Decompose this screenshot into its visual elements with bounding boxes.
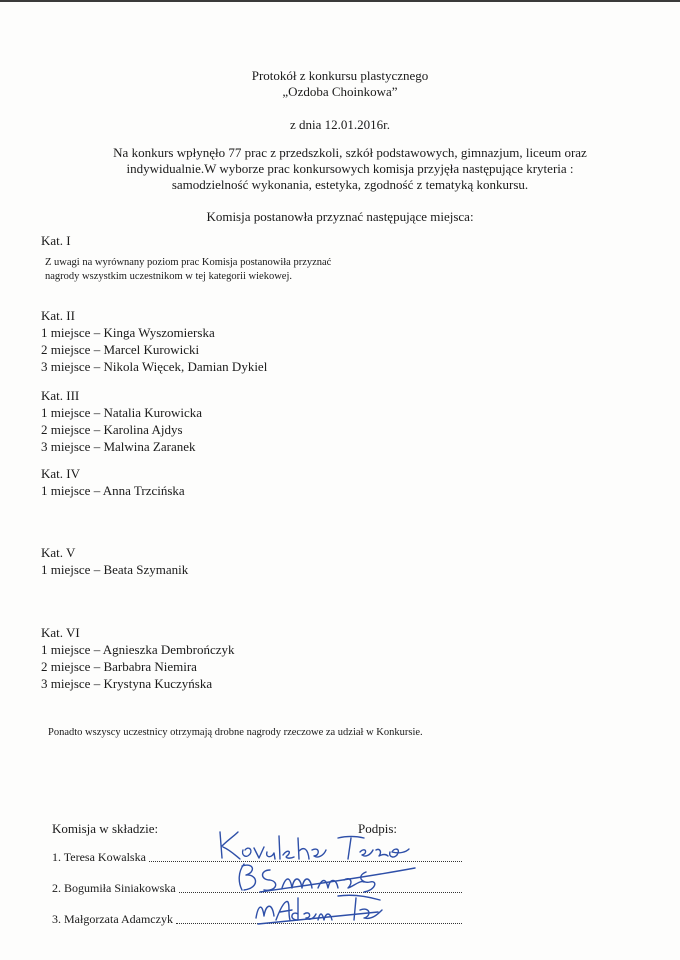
doc-date: z dnia 12.01.2016r. — [289, 117, 390, 132]
list-item: 1 miejsce – Kinga Wyszomierska — [41, 325, 215, 340]
kat3-section — [41, 387, 202, 455]
intro-line: samodzielność wykonania, estetyka, zgodność z tematyką konkursu. — [171, 177, 529, 192]
list-item: 1 miejsce – Beata Szymanik — [41, 562, 189, 577]
list-item: 1 miejsce – Anna Trzcińska — [41, 483, 185, 498]
list-item: 1 miejsce – Natalia Kurowicka — [41, 405, 202, 420]
list-item: 2 miejsce – Karolina Ajdys — [41, 422, 183, 437]
kat4-section — [41, 465, 185, 499]
kat1-label: Kat. I — [41, 233, 71, 248]
kat5-section — [41, 544, 188, 578]
intro-line: indywidualnie.W wyborze prac konkursowych komisja przyjęła następujące kryteria : — [126, 161, 574, 176]
list-item: 1 miejsce – Agnieszka Dembrończyk — [41, 642, 235, 657]
top-border-line — [0, 0, 680, 2]
intro-line: Na konkurs wpłynęło 77 prac z przedszkoli, szkół podstawowych, gimnazjum, liceum oraz — [113, 145, 587, 160]
extra-note: Ponadto wszyscy uczestnicy otrzymają drobne nagrody rzeczowe za udział w Konkursie. — [48, 727, 423, 738]
member-name: 1. Teresa Kowalska — [52, 850, 146, 864]
kat1-note — [45, 256, 405, 284]
list-item: 2 miejsce – Marcel Kurowicki — [41, 342, 200, 357]
list-item: 2 miejsce – Barbabra Niemira — [41, 659, 197, 674]
kat3-label: Kat. III — [41, 388, 80, 403]
kat2-section — [41, 307, 267, 375]
kat6-section — [41, 624, 235, 692]
committee-label: Komisja w składzie: — [52, 821, 159, 836]
signature-label: Podpis: — [358, 821, 398, 836]
kat2-label: Kat. II — [41, 308, 75, 323]
member-name: 2. Bogumiła Siniakowska — [52, 881, 176, 895]
kat1-note-line: Z uwagi na wyrównany poziom prac Komisja postanowiła przyznać — [45, 257, 332, 268]
member-name: 3. Małgorzata Adamczyk — [52, 912, 173, 926]
kat1-note-line: nagrody wszystkim uczestnikom w tej kategorii wiekowej. — [45, 271, 292, 282]
intro-paragraph — [60, 145, 640, 193]
kat6-label: Kat. VI — [41, 625, 80, 640]
list-item: 3 miejsce – Malwina Zaranek — [41, 439, 196, 454]
doc-title-line2: „Ozdoba Choinkowa” — [282, 84, 398, 99]
list-item: 3 miejsce – Nikola Więcek, Damian Dykiel — [41, 359, 268, 374]
lead-text: Komisja postanowła przyznać następujące miejsca: — [206, 209, 474, 224]
signature-3 — [248, 890, 388, 928]
list-item: 3 miejsce – Krystyna Kuczyńska — [41, 676, 213, 691]
doc-title-line1: Protokół z konkursu plastycznego — [251, 68, 429, 83]
kat5-label: Kat. V — [41, 545, 76, 560]
kat4-label: Kat. IV — [41, 466, 80, 481]
